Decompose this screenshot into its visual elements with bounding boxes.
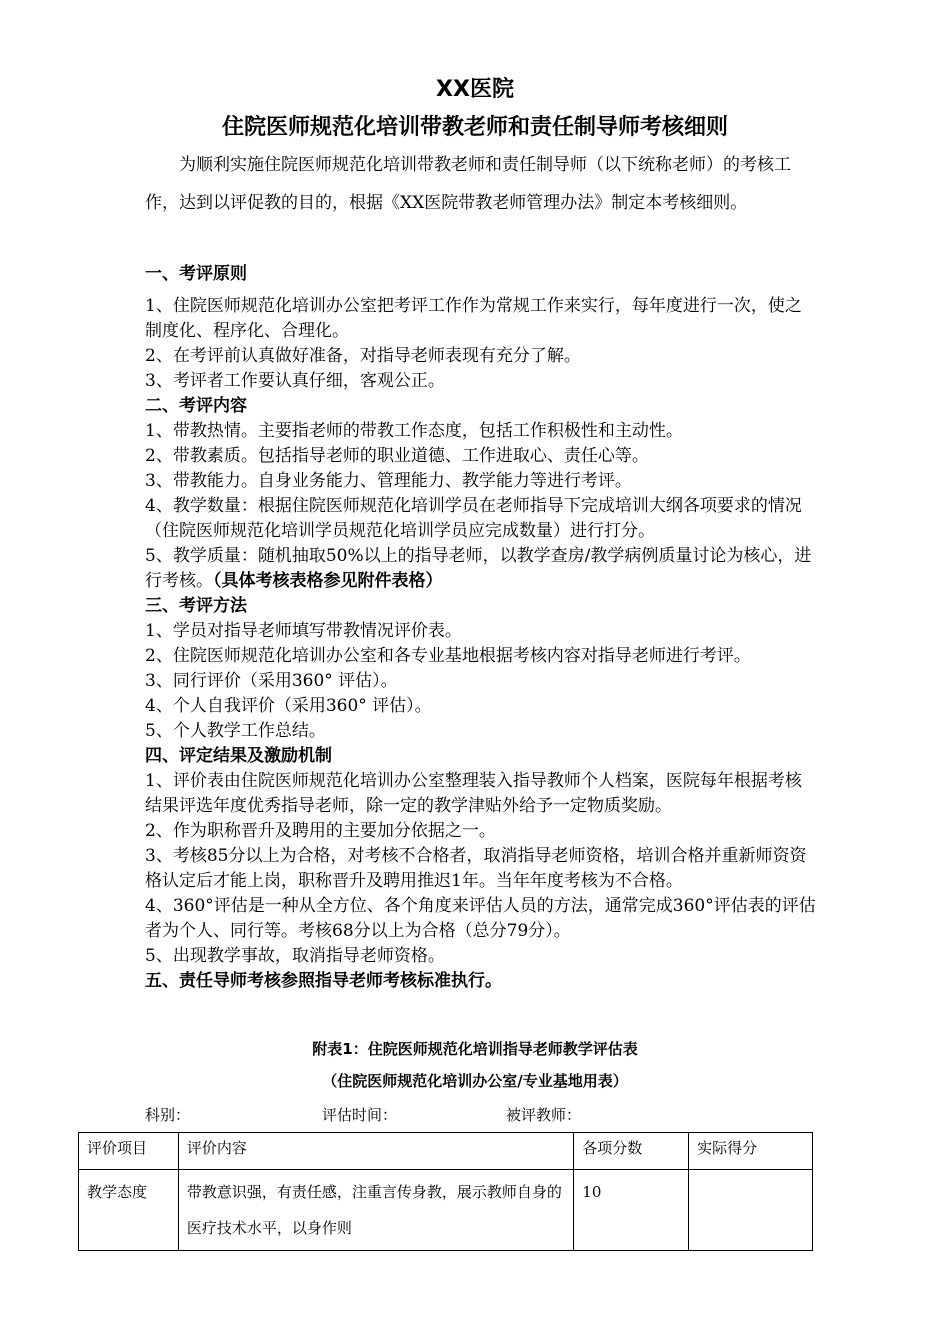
list-item: 1、带教热情。主要指老师的带教工作态度，包括工作积极性和主动性。 (145, 421, 683, 441)
column-header: 评价项目 (79, 1133, 179, 1170)
list-item (145, 544, 817, 594)
column-header: 实际得分 (689, 1133, 813, 1170)
list-item: 1、住院医师规范化培训办公室把考评工作作为常规工作来实行，每年度进行一次，使之制度化、程序化、合理化。 (145, 296, 802, 341)
table-cell-item: 教学态度 (79, 1170, 179, 1251)
list-item: 2、带教素质。包括指导老师的职业道德、工作进取心、责任心等。 (145, 446, 649, 466)
section-heading-content: 二、考评内容 (145, 396, 247, 416)
table-cell-score: 10 (574, 1170, 689, 1251)
section-heading-principles: 一、考评原则 (145, 264, 247, 284)
list-item: 5、出现教学事故，取消指导老师资格。 (145, 946, 445, 966)
section-heading-results: 四、评定结果及激励机制 (145, 746, 332, 766)
evaluated-teacher-label: 被评教师： (506, 1106, 582, 1124)
list-item: 2、在考评前认真做好准备，对指导老师表现有充分了解。 (145, 346, 581, 366)
list-item: 3、同行评价（采用360° 评估）。 (145, 671, 398, 691)
column-header: 各项分数 (574, 1133, 689, 1170)
list-item: 3、带教能力。自身业务能力、管理能力、教学能力等进行考评。 (145, 471, 632, 491)
table-cell-content: 带教意识强，有责任感，注重言传身教，展示教师自身的医疗技术水平，以身作则 (178, 1170, 573, 1251)
evaluation-time-label: 评估时间： (322, 1106, 398, 1124)
document-title: 住院医师规范化培训带教老师和责任制导师考核细则 (221, 115, 728, 140)
list-item: 2、住院医师规范化培训办公室和各专业基地根据考核内容对指导老师进行考评。 (145, 646, 751, 666)
list-item: 1、学员对指导老师填写带教情况评价表。 (145, 621, 462, 641)
column-header: 评价内容 (178, 1133, 573, 1170)
intro-paragraph: 为顺利实施住院医师规范化培训带教老师和责任制导师（以下统称老师）的考核工作，达到以评促教的目的，根据《XX医院带教老师管理办法》制定本考核细则。 (145, 155, 791, 213)
list-item-text: 5、教学质量：随机抽取50%以上的指导老师，以教学查房/教学病例质量讨论为核心，进行考核。 (145, 546, 812, 591)
list-item: 4、教学数量：根据住院医师规范化培训学员在老师指导下完成培训大纲各项要求的情况（住院医师规范化培训学员规范化培训学员应完成数量）进行打分。 (145, 496, 802, 541)
list-item: 3、考评者工作要认真仔细，客观公正。 (145, 371, 445, 391)
table-row (79, 1170, 813, 1251)
section-heading-methods: 三、考评方法 (145, 596, 247, 616)
evaluation-table (78, 1132, 813, 1251)
department-label: 科别： (145, 1106, 191, 1124)
document-body (145, 262, 817, 994)
list-item: 4、个人自我评价（采用360° 评估）。 (145, 696, 432, 716)
list-item: 2、作为职称晋升及聘用的主要加分依据之一。 (145, 821, 496, 841)
attachment-note: （具体考核表格参见附件表格） (213, 571, 443, 591)
table-cell-actual-score (689, 1170, 813, 1251)
hospital-name: XX医院 (436, 77, 514, 102)
annex-title: 附表1：住院医师规范化培训指导老师教学评估表 (312, 1040, 638, 1058)
section-heading-mentor: 五、责任导师考核参照指导老师考核标准执行。 (145, 971, 502, 991)
annex-subtitle: （住院医师规范化培训办公室/专业基地用表） (322, 1072, 628, 1090)
list-item: 3、考核85分以上为合格，对考核不合格者，取消指导老师资格，培训合格并重新师资资格认定后才能上岗，职称晋升及聘用推迟1年。当年年度考核为不合格。 (145, 846, 807, 891)
list-item: 4、360°评估是一种从全方位、各个角度来评估人员的方法，通常完成360°评估表的评估者为个人、同行等。考核68分以上为合格（总分79分）。 (145, 896, 816, 941)
list-item: 1、评价表由住院医师规范化培训办公室整理装入指导教师个人档案，医院每年根据考核结果评选年度优秀指导老师，除一定的教学津贴外给予一定物质奖励。 (145, 771, 802, 816)
table-header-row (79, 1133, 813, 1170)
list-item: 5、个人教学工作总结。 (145, 721, 326, 741)
